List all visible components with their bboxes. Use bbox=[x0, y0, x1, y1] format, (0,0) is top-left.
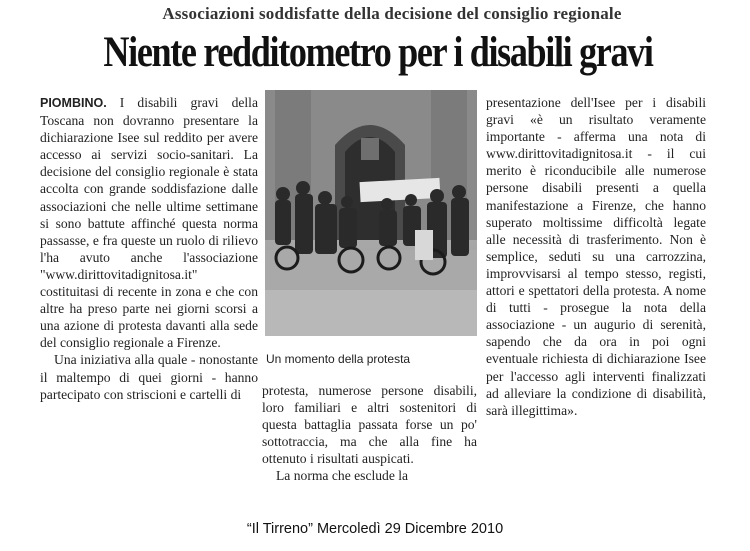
article-paragraph: La norma che esclude la bbox=[276, 468, 409, 484]
protest-photo bbox=[265, 90, 477, 336]
protest-photo-graphic bbox=[265, 90, 477, 336]
article-paragraph: protesta, numerose persone disabili, loro familiari e altri sostenitori di questa battaglia passata forse un po' sottotraccia, ma che alla fine ha ottenuto i risultati auspicati. bbox=[262, 383, 477, 467]
article-kicker: Associazioni soddisfatte della decisione del consiglio regionale bbox=[162, 4, 622, 23]
dateline: PIOMBINO. bbox=[40, 96, 107, 110]
paragraph-text: I disabili gravi della Toscana non dovranno presentare la dichiarazione Isee sul reddito per avere accesso ai servizi socio-sanitari. La decisione del consiglio regionale è stata accolta con grande soddisfazione dalle associazioni che nelle ultime settimane si sono battute affinché questa norma passasse, e fra queste un ruolo di rilievo l'ha avuto anche l'associazione "www.dirittovitadignitosa.it" costituitasi di recente in zona e che con altre ha preso parte nei giorni scorsi a una azione di protesta davanti alla sede del consiglio regionale a Firenze. bbox=[40, 95, 258, 351]
article-headline: Niente redditometro per i disabili gravi bbox=[103, 29, 653, 76]
photo-caption: Un momento della protesta bbox=[266, 352, 411, 366]
article-paragraph: presentazione dell'Isee per i disabili gravi «è un risultato veramente importante - afferma una nota di www.dirittovitadignitosa.it - il cui merito è riconducibile alle numerose persone disabili presenti a quella manifestazione a Firenze, che hanno superato moltissime difficoltà legate alle necessità di trasferimento. Non è semplice, seduti su una carrozzina, improvvisarsi al tempo stesso, registi, attori e spettatori della protesta. A nome di tutti - prosegue la nota della associazione - un augurio di serenità, sapendo che da ora in poi ogni eventuale richiesta di dichiarazione Isee per l'accesso agli interventi finalizzati ad alleviare la condizione di disabilità, sarà illegittima». bbox=[486, 95, 706, 418]
article-paragraph: Una iniziativa alla quale - nonostante il maltempo di quei giorni - hanno partecipato con striscioni e cartelli di bbox=[40, 352, 258, 402]
article-paragraph bbox=[40, 94, 258, 351]
source-credit: “Il Tirreno” Mercoledì 29 Dicembre 2010 bbox=[246, 521, 504, 537]
article-column-1 bbox=[40, 94, 258, 403]
article-column-2 bbox=[262, 382, 477, 485]
article-column-3 bbox=[486, 94, 706, 419]
